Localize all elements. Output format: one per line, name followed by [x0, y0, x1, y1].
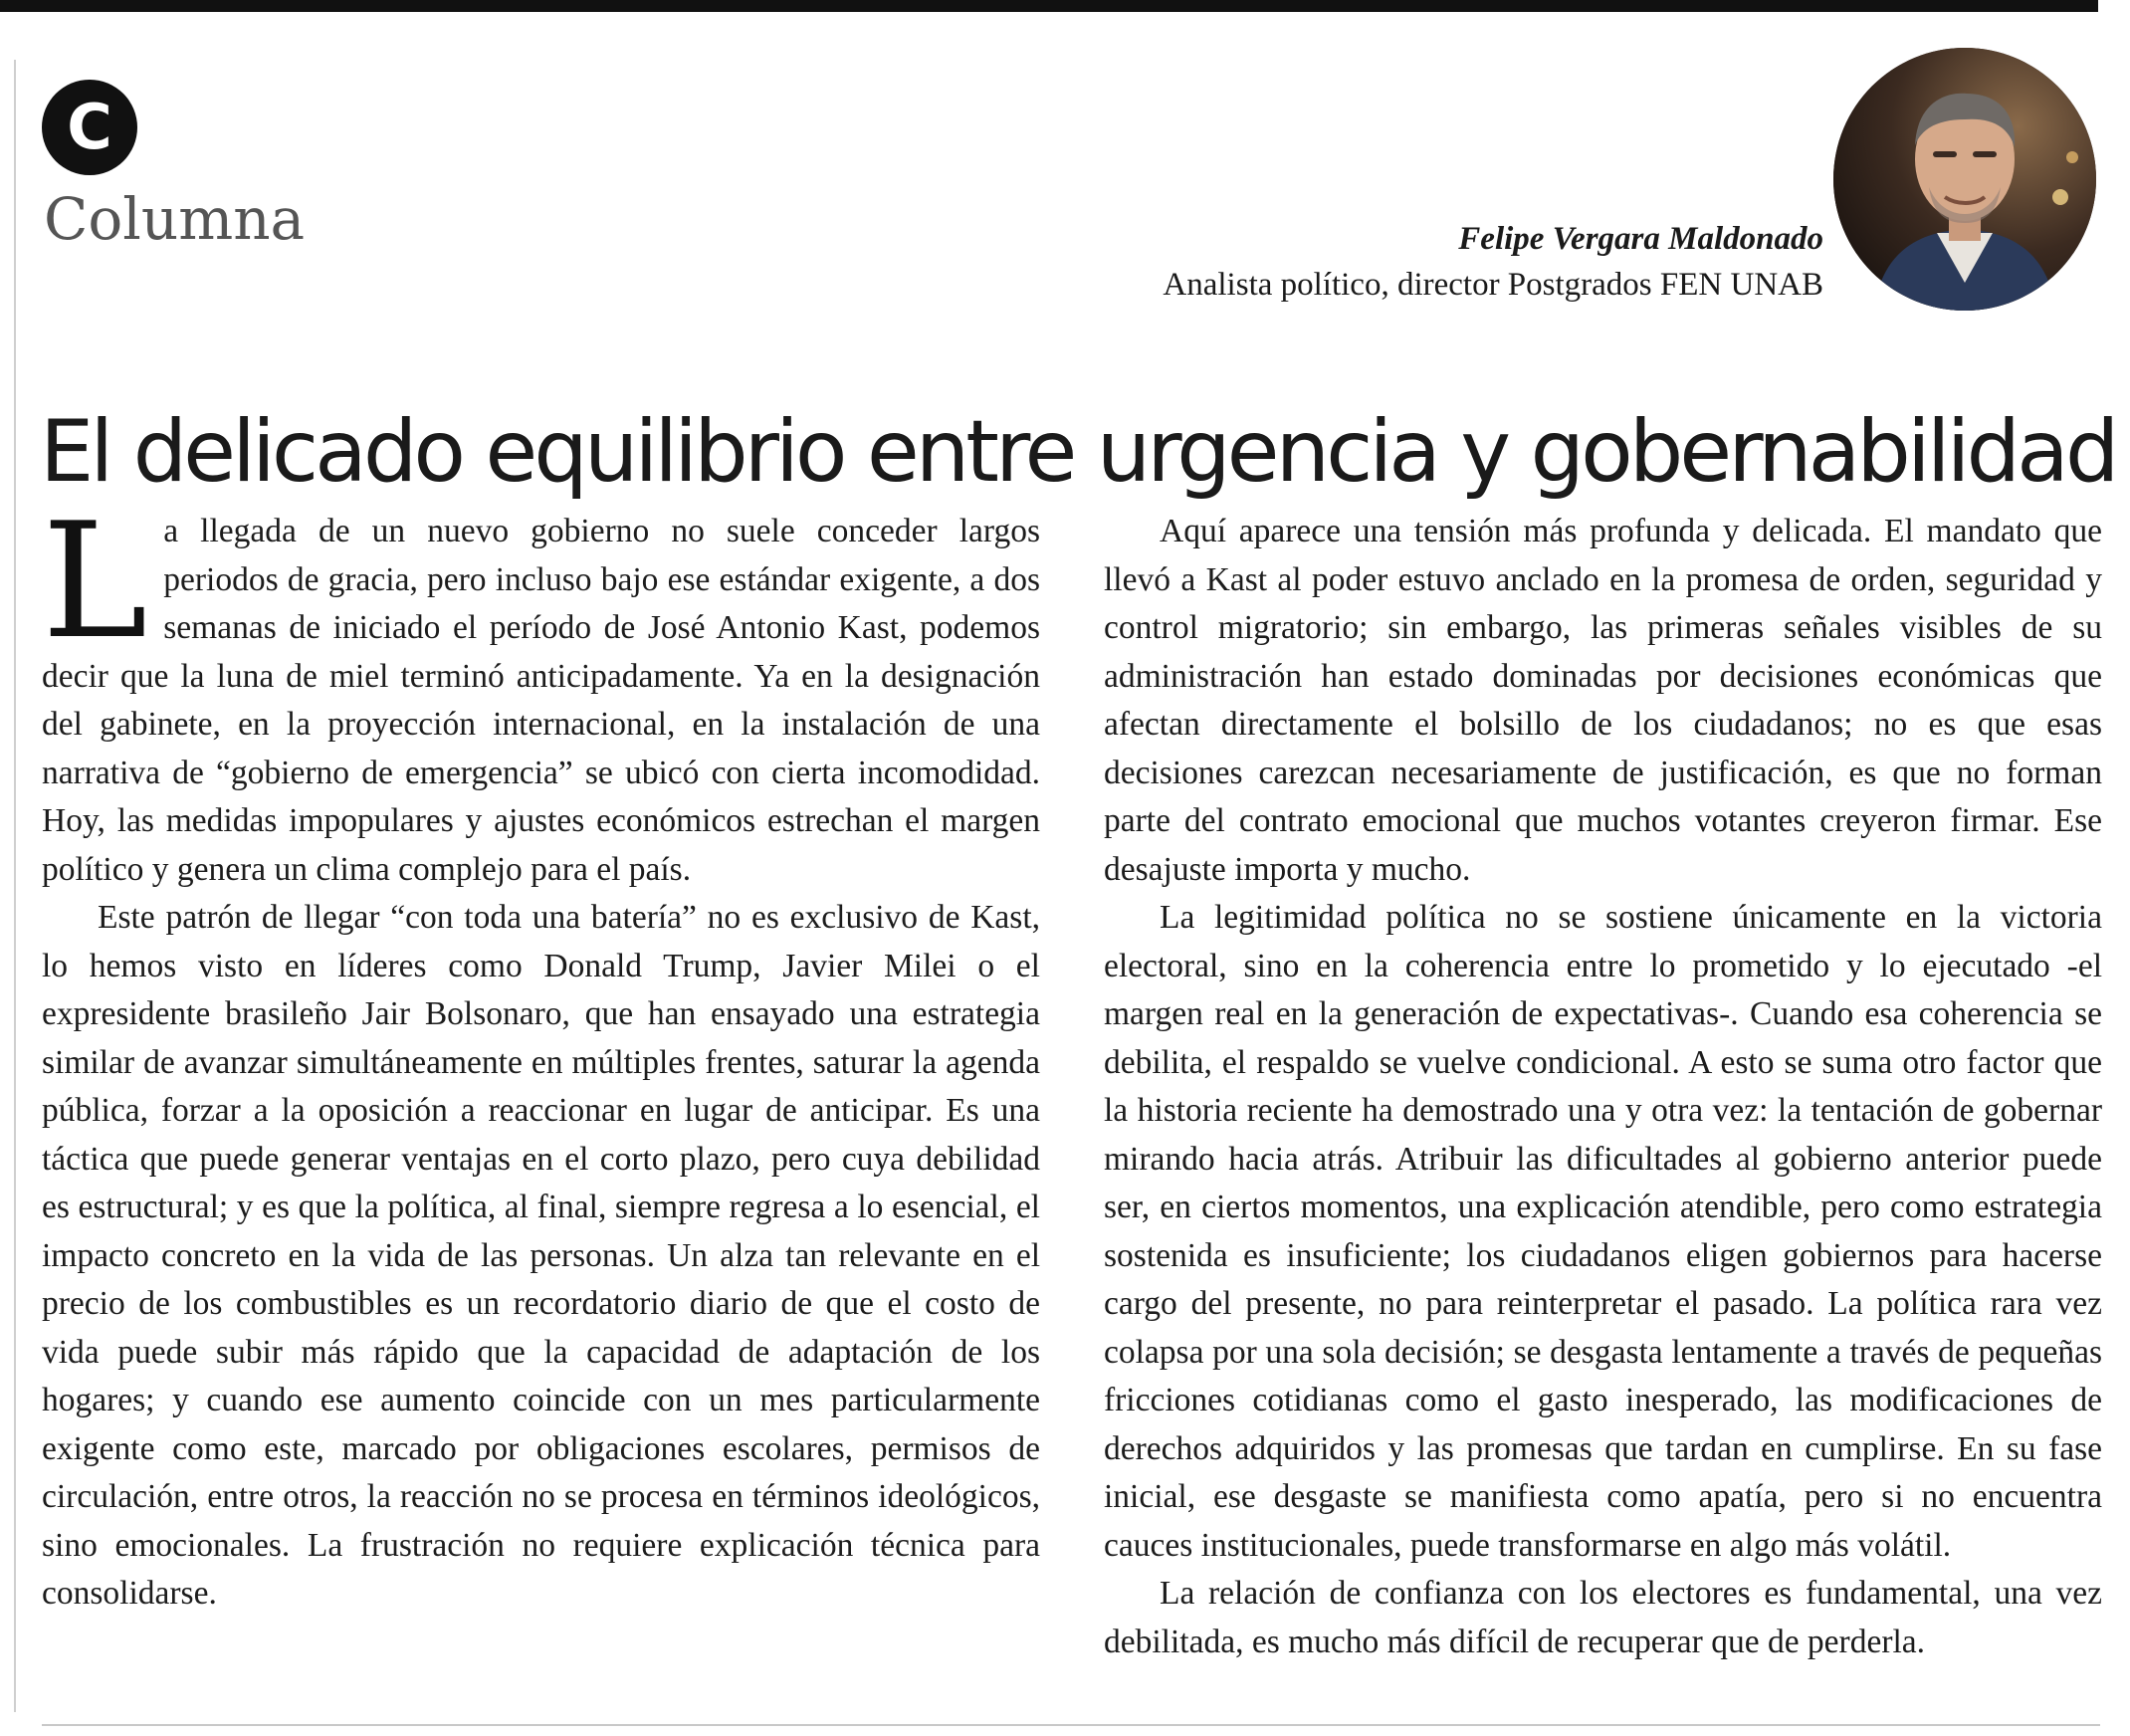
- left-rule: [14, 60, 16, 1712]
- article-paragraph: La relación de confianza con los electores es fundamental, una vez debilitada, es mucho más difícil de recuperar que de perderla.: [1104, 1575, 2102, 1660]
- top-rule: [0, 0, 2098, 12]
- drop-cap: L: [42, 488, 148, 674]
- logo-letter: C: [67, 91, 112, 163]
- section-label: Columna: [44, 185, 306, 253]
- paragraph-text: a llegada de un nuevo gobierno no suele conceder largos periodos de gracia, pero incluso bajo ese estándar exigente, a dos semanas de iniciado el período de José Antonio Kast, podemos decir que la luna de miel terminó anticipadamente. Ya en la designación del gabinete, en la proyección internacional, en la instalación de una narrativa de “gobierno de emergencia” se ubicó con cierta incomodidad. Hoy, las medidas impopulares y ajustes económicos estrechan el margen político y genera un clima complejo para el país.: [42, 513, 1040, 888]
- bottom-rule: [42, 1724, 2100, 1726]
- byline: [1163, 217, 1823, 309]
- article-paragraph: [42, 488, 1040, 894]
- headline: El delicado equilibrio entre urgencia y gobernabilidad: [40, 401, 2116, 502]
- article-paragraph: La legitimidad política no se sostiene únicamente en la victoria electoral, sino en la coherencia entre lo prometido y lo ejecutado -el margen real en la generación de expectativas-. Cuando esa coherencia se debilita, el respaldo se vuelve condicional. A esto se suma otro factor que la historia reciente ha demostrado una y otra vez: la tentación de gobernar mirando hacia atrás. Atribuir las dificultades al gobierno anterior puede ser, en ciertos momentos, una explicación atendible, pero como estrategia sostenida es insuficiente; los ciudadanos eligen gobiernos para hacerse cargo del presente, no para reinterpretar el pasado. La política rara vez colapsa por una sola decisión; se desgasta lentamente a través de pequeñas fricciones cotidianas como el gasto inesperado, las modificaciones de derechos adquiridos y las promesas que tardan en cumplirse. En su fase inicial, ese desgaste se manifiesta como apatía, pero si no encuentra cauces institucionales, puede transformarse en algo más volátil.: [1104, 899, 2102, 1564]
- article-body: [42, 488, 2102, 1712]
- article-paragraph: Este patrón de llegar “con toda una batería” no es exclusivo de Kast, lo hemos visto en líderes como Donald Trump, Javier Milei o el expresidente brasileño Jair Bolsonaro, que han ensayado una estrategia similar de avanzar simultáneamente en múltiples frentes, saturar la agenda pública, forzar a la oposición a reaccionar en lugar de anticipar. Es una táctica que puede generar ventajas en el corto plazo, pero cuya debilidad es estructural; y es que la política, al final, siempre regresa a lo esencial, el impacto concreto en la vida de las personas. Un alza tan relevante en el precio de los combustibles es un recordatorio diario de que el costo de vida puede subir más rápido que la capacidad de adaptación de los hogares; y cuando ese aumento coincide con un mes particularmente exigente como este, marcado por obligaciones escolares, permisos de circulación, entre otros, la reacción no se procesa en términos ideológicos, sino emocionales. La frustración no requiere explicación técnica para consolidarse.: [42, 899, 1040, 1612]
- author-role: Analista político, director Postgrados FEN UNAB: [1163, 267, 1823, 303]
- author-name: Felipe Vergara Maldonado: [1458, 221, 1823, 257]
- article-paragraph: Aquí aparece una tensión más profunda y delicada. El mandato que llevó a Kast al poder estuvo anclado en la promesa de orden, seguridad y control migratorio; sin embargo, las primeras señales visibles de su administración han estado dominadas por decisiones económicas que afectan directamente el bolsillo de los ciudadanos; no es que esas decisiones carezcan necesariamente de justificación, es que no forman parte del contrato emocional que muchos votantes creyeron firmar. Ese desajuste importa y mucho.: [1104, 513, 2102, 888]
- author-photo: [1833, 48, 2096, 311]
- column-logo-icon: [42, 80, 137, 175]
